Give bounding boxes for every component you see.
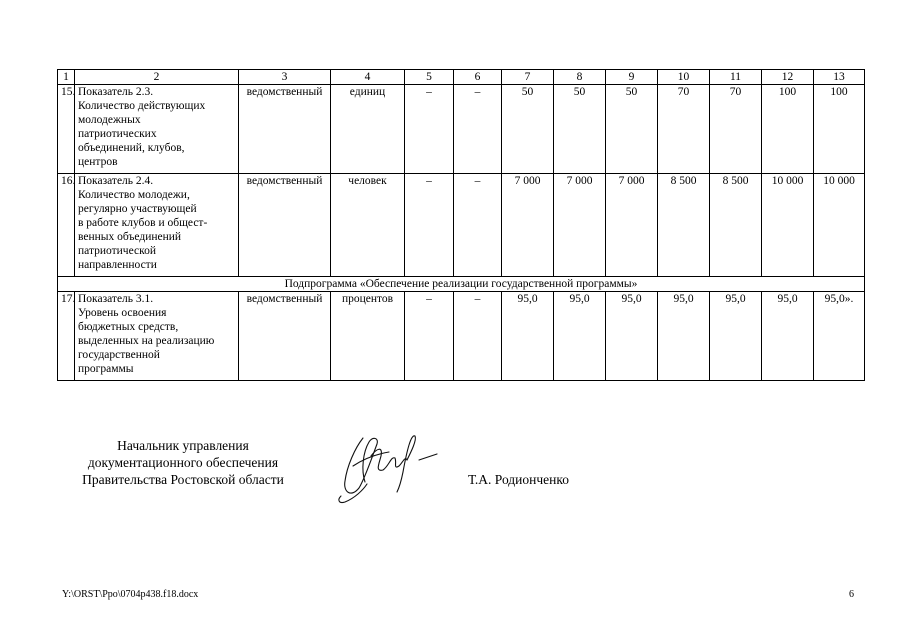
value-cell: – (454, 174, 502, 277)
name-line: бюджетных средств, (78, 321, 179, 333)
value-cell: 7 000 (606, 174, 658, 277)
table-row (58, 174, 865, 277)
header-cell: 1 (58, 70, 75, 85)
signatory-title-line: Начальник управления (117, 438, 249, 453)
name-line: государственной (78, 349, 160, 361)
value-cell: 50 (502, 85, 554, 174)
value-cell: – (405, 292, 454, 381)
value-cell: 50 (554, 85, 606, 174)
value-cell: 100 (762, 85, 814, 174)
value-cell: 95,0 (762, 292, 814, 381)
handwritten-signature (333, 426, 443, 506)
name-line: в работе клубов и общест- (78, 217, 208, 229)
table-row (58, 292, 865, 381)
row-number: 15. (58, 85, 75, 174)
header-cell: 3 (239, 70, 331, 85)
header-cell: 13 (814, 70, 865, 85)
value-cell: – (405, 85, 454, 174)
name-line: Показатель 3.1. (78, 293, 154, 305)
header-cell: 10 (658, 70, 710, 85)
name-line: Количество молодежи, (78, 189, 190, 201)
name-line: регулярно участвующей (78, 203, 197, 215)
name-line: программы (78, 363, 134, 375)
value-cell: 95,0 (606, 292, 658, 381)
value-cell: 95,0 (658, 292, 710, 381)
header-cell: 12 (762, 70, 814, 85)
indicators-table (57, 69, 865, 381)
subprogram-row (58, 277, 865, 292)
indicator-type: ведомственный (239, 174, 331, 277)
header-cell: 11 (710, 70, 762, 85)
subprogram-title: Подпрограмма «Обеспечение реализации государственной программы» (58, 277, 865, 292)
indicator-name (75, 292, 239, 381)
indicator-type: ведомственный (239, 85, 331, 174)
signatory-title (62, 437, 304, 488)
value-cell: 8 500 (710, 174, 762, 277)
signatory-name: Т.А. Родионченко (468, 472, 569, 487)
name-line: Показатель 2.4. (78, 175, 154, 187)
header-cell: 4 (331, 70, 405, 85)
unit: человек (331, 174, 405, 277)
name-line: патриотических (78, 128, 157, 140)
value-cell: 95,0 (502, 292, 554, 381)
name-line: молодежных (78, 114, 141, 126)
value-cell: – (405, 174, 454, 277)
name-line: центров (78, 156, 118, 168)
indicator-type: ведомственный (239, 292, 331, 381)
value-cell: 10 000 (762, 174, 814, 277)
name-line: Количество действующих (78, 100, 206, 112)
value-cell: 10 000 (814, 174, 865, 277)
indicator-name (75, 174, 239, 277)
name-line: объединений, клубов, (78, 142, 185, 154)
header-cell: 2 (75, 70, 239, 85)
row-number: 16. (58, 174, 75, 277)
value-cell: 7 000 (502, 174, 554, 277)
page-number: 6 (849, 589, 854, 600)
header-cell: 6 (454, 70, 502, 85)
value-cell: 95,0 (554, 292, 606, 381)
value-cell: 100 (814, 85, 865, 174)
name-line: венных объединений (78, 231, 182, 243)
name-line: Показатель 2.3. (78, 86, 154, 98)
value-cell: 7 000 (554, 174, 606, 277)
name-line: направленности (78, 259, 157, 271)
value-cell: 8 500 (658, 174, 710, 277)
signatory-title-line: документационного обеспечения (87, 455, 279, 470)
table-row (58, 85, 865, 174)
header-cell: 8 (554, 70, 606, 85)
name-line: Уровень освоения (78, 307, 167, 319)
header-cell: 9 (606, 70, 658, 85)
indicator-name (75, 85, 239, 174)
unit: процентов (331, 292, 405, 381)
value-cell: 95,0 (710, 292, 762, 381)
value-cell: – (454, 292, 502, 381)
header-row (58, 70, 865, 85)
name-line: патриотической (78, 245, 156, 257)
name-line: выделенных на реализацию (78, 335, 215, 347)
row-number: 17. (58, 292, 75, 381)
header-cell: 7 (502, 70, 554, 85)
value-cell: 50 (606, 85, 658, 174)
file-path: Y:\ORST\Ppo\0704p438.f18.docx (62, 589, 199, 600)
value-cell: 70 (710, 85, 762, 174)
value-cell: 70 (658, 85, 710, 174)
unit: единиц (331, 85, 405, 174)
signatory-title-line: Правительства Ростовской области (82, 472, 284, 487)
value-cell: – (454, 85, 502, 174)
value-cell: 95,0». (814, 292, 865, 381)
header-cell: 5 (405, 70, 454, 85)
